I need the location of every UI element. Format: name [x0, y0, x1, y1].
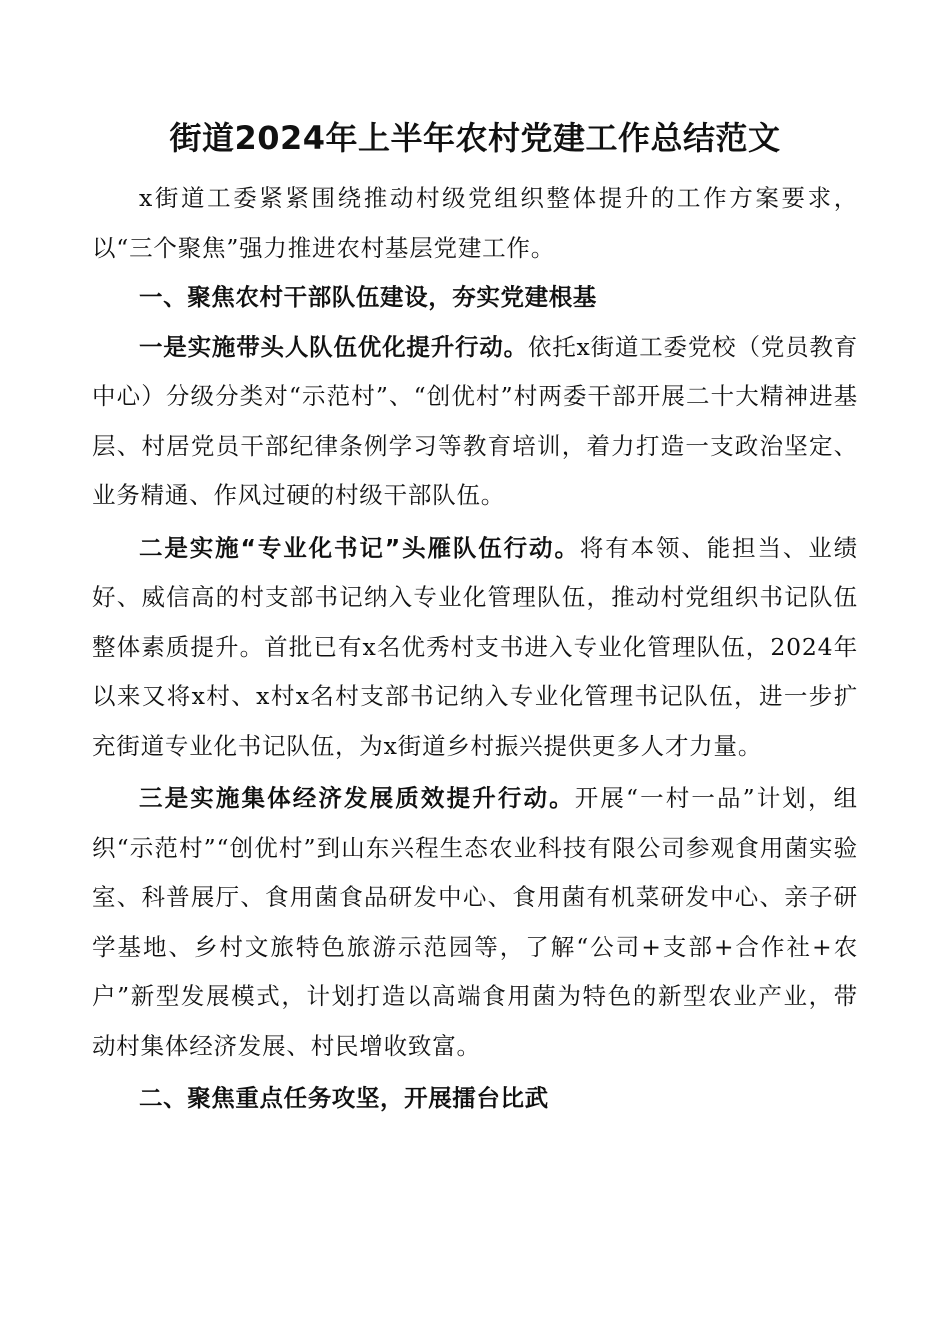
- item-3-lead: 三是实施集体经济发展质效提升行动。: [139, 784, 575, 812]
- section-1-item-2: [92, 524, 858, 772]
- item-1-lead: 一是实施带头人队伍优化提升行动。: [139, 332, 528, 361]
- item-1-text: 依托x街道工委党校（党员教育中心）分级分类对“示范村”、“创优村”村两委干部开展二十大精神进基层、村居党员干部纪律条例学习等教育培训，着力打造一支政治坚定、业务精通、作风过硬的村级干部队伍。: [92, 332, 858, 509]
- item-2-lead: 二是实施“专业化书记”头雁队伍行动。: [139, 533, 580, 562]
- section-1-item-1: [92, 323, 858, 521]
- section-2-heading: 二、聚焦重点任务攻坚，开展擂台比武: [139, 1084, 549, 1112]
- document-page: [92, 108, 858, 1124]
- section-1-item-3: [92, 774, 858, 1071]
- item-2-text: 将有本领、能担当、业绩好、威信高的村支部书记纳入专业化管理队伍，推动村党组织书记队伍整体素质提升。首批已有x名优秀村支书进入专业化管理队伍，2024年以来又将x村、x村x名村支部书记纳入专业化管理书记队伍，进一步扩充街道专业化书记队伍，为x街道乡村振兴提供更多人才力量。: [92, 533, 858, 760]
- document-title: 街道2024年上半年农村党建工作总结范文: [169, 119, 781, 157]
- item-3-text: 开展“一村一品”计划，组织“示范村”“创优村”到山东兴程生态农业科技有限公司参观食用菌实验室、科普展厅、食用菌食品研发中心、食用菌有机菜研发中心、亲子研学基地、乡村文旅特色旅游示范园等，了解“公司+支部+合作社+农户”新型发展模式，计划打造以高端食用菌为特色的新型农业产业，带动村集体经济发展、村民增收致富。: [92, 784, 858, 1060]
- intro-paragraph: x街道工委紧紧围绕推动村级党组织整体提升的工作方案要求，以“三个聚焦”强力推进农村基层党建工作。: [92, 184, 858, 262]
- section-1-heading: 一、聚焦农村干部队伍建设，夯实党建根基: [139, 283, 597, 311]
